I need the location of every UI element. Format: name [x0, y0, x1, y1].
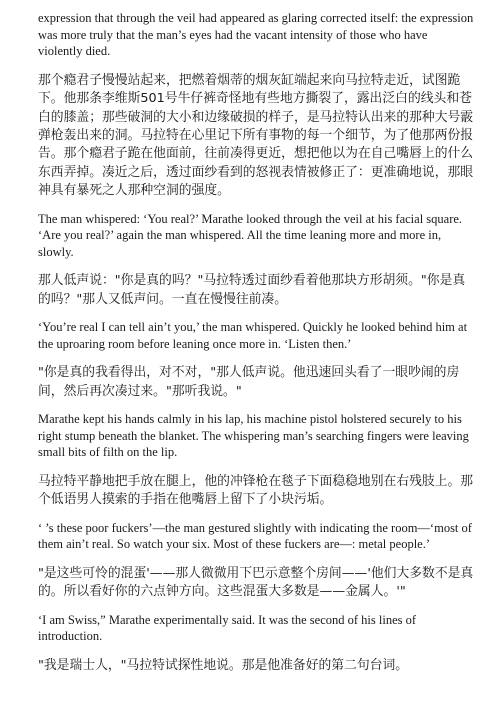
chinese-paragraph-3: "你是真的我看得出，对不对，"那人低声说。他迅速回头看了一眼吵闹的房间，然后再次凑过来。"那听我说。" — [38, 365, 460, 399]
english-paragraph-5: ‘ ’s these poor fuckers’—the man gestured slightly with indicating the room—‘most of them ain’t real. So watch your six. Most of these fuckers are—: metal people.’ — [38, 520, 472, 552]
english-paragraph-3: ‘You’re real I can tell ain’t you,’ the man whispered. Quickly he looked behind him at the uproaring room before leaning once more in. ‘Listen then.’ — [38, 320, 468, 351]
english-paragraph-4: Marathe kept his hands calmly in his lap, his machine pistol holstered securely to his right stump beneath the blanket. The whispering man’s searching fingers were leaving small bits of filth on the lip. — [38, 412, 469, 460]
chinese-paragraph-2: 那人低声说："你是真的吗？"马拉特透过面纱看着他那块方形胡须。"你是真的吗？"那人又低声问。一直在慢慢往前凑。 — [38, 273, 466, 307]
english-paragraph-1: expression that through the veil had appeared as glaring corrected itself: the expression was more truly that the man’s eyes had the vacant intensity of those who have violently died. — [38, 11, 474, 59]
chinese-paragraph-6: "我是瑞士人，"马拉特试探性地说。那是他准备好的第二句台词。 — [38, 658, 409, 673]
chinese-paragraph-1: 那个瘾君子慢慢站起来，把燃着烟蒂的烟灰缸端起来向马拉特走近，试图跪下。他那条李维斯501号牛仔裤奇怪地有些地方撕裂了，露出泛白的线头和苍白的膝盖；那些破洞的大小和边缘破损的样子，是马拉特认出来的那种大号霰弹枪轰出来的洞。马拉特在心里记下所有事物的每一个细节，为了他那两份报告。那个瘾君子跪在他面前，往前凑得更近，想把他以为在自己嘴唇上的什么东西弄掉。凑近之后，透过面纱看到的怒视表情被修正了：更准确地说，那眼神具有暴死之人那种空洞的强度。 — [38, 72, 474, 199]
chinese-paragraph-4: 马拉特平静地把手放在腿上，他的冲锋枪在毯子下面稳稳地别在右残肢上。那个低语男人摸索的手指在他嘴唇上留下了小块污垢。 — [38, 474, 474, 508]
english-paragraph-6: ‘I am Swiss,” Marathe experimentally said. It was the second of his lines of introduction. — [38, 612, 417, 644]
english-paragraph-2: The man whispered: ‘You real?’ Marathe looked through the veil at his facial square. ‘Are you real?’ again the man whispered. All the time leaning more and more in, slowly. — [38, 211, 463, 259]
chinese-paragraph-5: "是这些可怜的混蛋'——那人微微用下巴示意整个房间——'他们大多数不是真的。所以看好你的六点钟方向。这些混蛋大多数是——金属人。'" — [38, 566, 474, 600]
